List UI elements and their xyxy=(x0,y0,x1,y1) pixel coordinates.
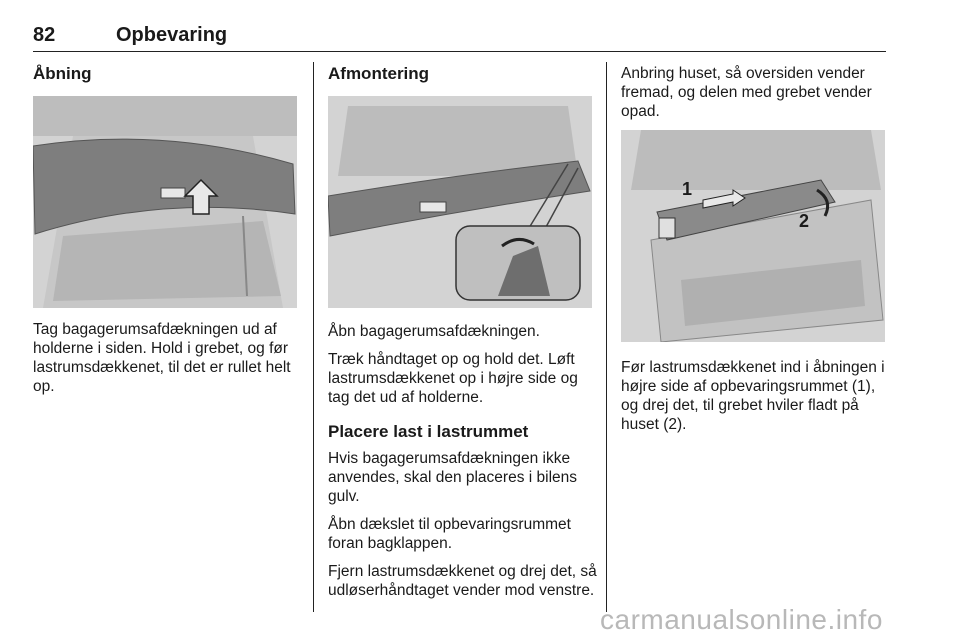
section-heading-load: Placere last i lastrummet xyxy=(328,422,529,441)
luggage-cover-open-illustration-icon xyxy=(33,96,297,308)
storage-compartment-illustration-icon xyxy=(621,130,885,342)
column-2 xyxy=(328,60,598,609)
body-text: Træk håndtaget op og hold det. Løft lastrumsdækkenet op i højre side og tag det ud af holderne. xyxy=(328,351,578,406)
section-heading-opening: Åbning xyxy=(33,64,92,83)
storage-compartment-figure xyxy=(621,130,885,342)
column-1 xyxy=(33,60,301,405)
header-rule xyxy=(33,51,886,52)
column-divider-1 xyxy=(313,62,314,612)
body-text: Åbn bagagerumsafdækningen. xyxy=(328,323,540,340)
watermark-text: carmanualsonline.info xyxy=(600,604,883,635)
page-number: 82 xyxy=(33,24,56,46)
column-divider-2 xyxy=(606,62,607,612)
body-text: Før lastrumsdækkenet ind i åbningen i højre side af opbevaringsrummet (1), og drej det, til grebet hviler fladt på huset (2). xyxy=(621,359,885,433)
body-text: Tag bagagerumsafdækningen ud af holderne i siden. Hold i grebet, og før lastrumsdækkenet, til det er rullet helt op. xyxy=(33,321,291,395)
callout-2: 2 xyxy=(799,211,810,231)
callout-1: 1 xyxy=(682,179,693,199)
page-title: Opbevaring xyxy=(116,24,228,46)
body-text: Fjern lastrumsdækkenet og drej det, så udløserhåndtaget vender mod venstre. xyxy=(328,563,597,599)
section-heading-remove: Afmontering xyxy=(328,64,430,83)
column-3 xyxy=(621,64,887,443)
luggage-cover-remove-illustration-icon xyxy=(328,96,592,308)
body-text: Åbn dækslet til opbevaringsrummet foran bagklappen. xyxy=(328,516,571,552)
body-text: Hvis bagagerumsafdækningen ikke anvendes, skal den placeres i bilens gulv. xyxy=(328,450,578,505)
body-text: Anbring huset, så oversiden vender fremad, og delen med grebet vender opad. xyxy=(621,65,872,120)
